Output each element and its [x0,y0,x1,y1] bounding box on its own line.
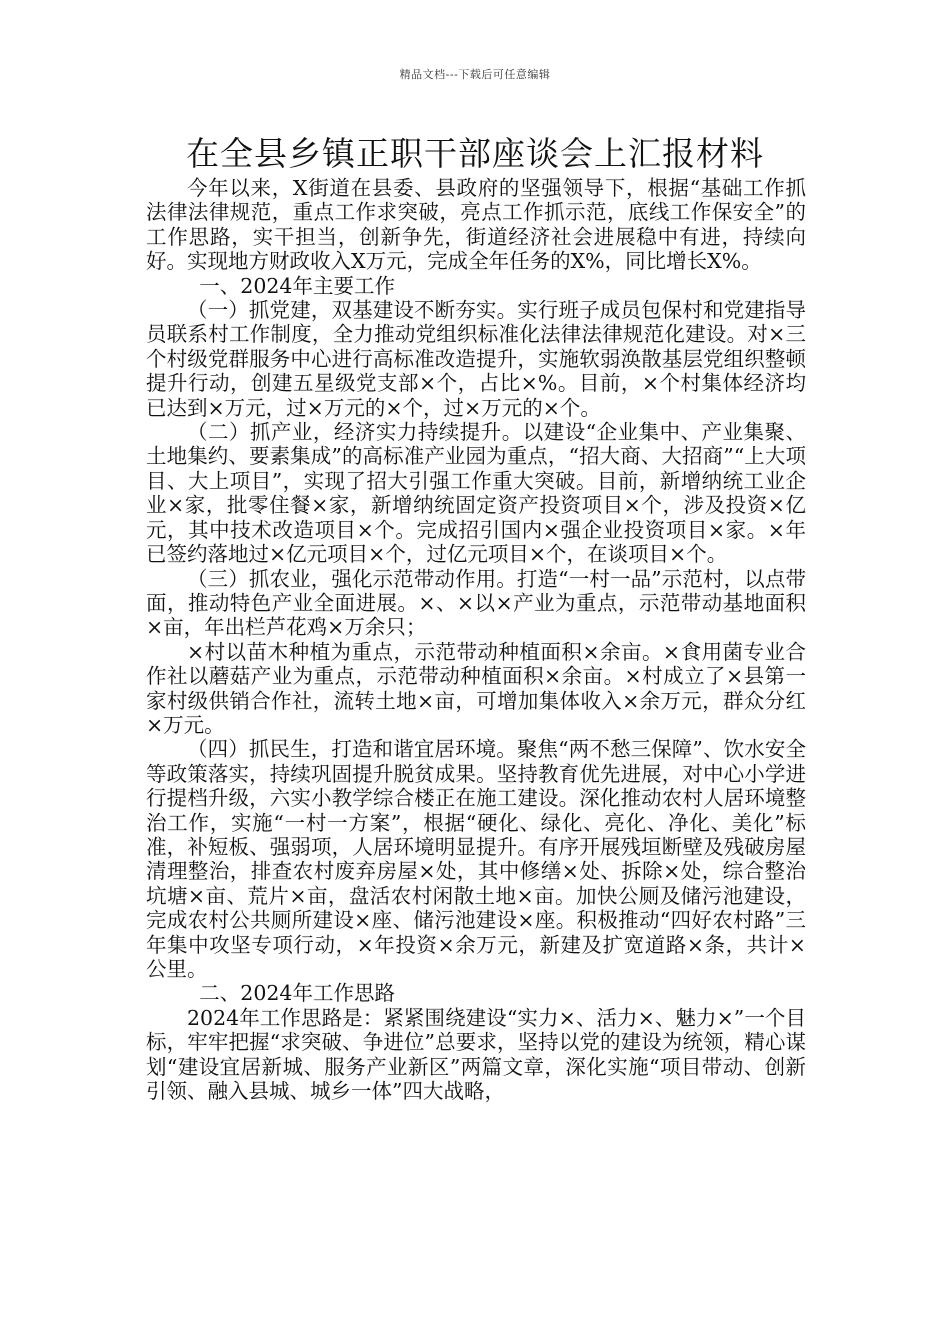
paragraph-agriculture: （三）抓农业，强化示范带动作用。打造“一村一品”示范村，以点带面，推动特色产业全面进展。×、×以×产业为重点，示范带动基地面积×亩，年出栏芦花鸡×万余只； [146,566,806,640]
section-heading-1: 一、2024年主要工作 [199,273,395,298]
document-body [146,176,806,1103]
paragraph-agriculture-continued: ×村以苗木种植为重点，示范带动种植面积×余亩。×食用菌专业合作社以蘑菇产业为重点，示范带动种植面积×余亩。×村成立了×县第一家村级供销合作社，流转土地×亩，可增加集体收入×余万元，群众分红×万元。 [146,639,806,737]
paragraph-party-building: （一）抓党建，双基建设不断夯实。实行班子成员包保村和党建指导员联系村工作制度，全力推动党组织标准化法律法律规范化建设。对×三个村级党群服务中心进行高标准改造提升，实施软弱涣散基层党组织整顿提升行动，创建五星级党支部×个，占比×%。目前，×个村集体经济均已达到×万元，过×万元的×个，过×万元的×个。 [146,298,806,420]
paragraph-work-plan: 2024年工作思路是：紧紧围绕建设“实力×、活力×、魅力×”一个目标，牢牢把握“求突破、争进位”总要求，坚持以党的建设为统领，精心谋划“建设宜居新城、服务产业新区”两篇文章，深化实施“项目带动、创新引领、融入县城、城乡一体”四大战略， [146,1005,806,1104]
paragraph-industry: （二）抓产业，经济实力持续提升。以建设“企业集中、产业集聚、土地集约、要素集成”的高标准产业园为重点，“招大商、大招商”“上大项目、大上项目”，实现了招大引强工作重大突破。目前，新增纳统工业企业×家，批零住餐×家，新增纳统固定资产投资项目×个，涉及投资×亿元，其中技术改造项目×个。完成招引国内×强企业投资项目×家。×年已签约落地过×亿元项目×个，过亿元项目×个，在谈项目×个。 [146,420,806,567]
paragraph-livelihood: （四）抓民生，打造和谐宜居环境。聚焦“两不愁三保障”、饮水安全等政策落实，持续巩固提升脱贫成果。坚持教育优先进展，对中心小学进行提档升级，六实小教学综合楼正在施工建设。深化推动农村人居环境整治工作，实施“一村一方案”，根据“硬化、绿化、亮化、净化、美化”标准，补短板、强弱项，人居环境明显提升。有序开展残垣断壁及残破房屋清理整治，排查农村废弃房屋×处，其中修缮×处、拆除×处，综合整治坑塘×亩、荒片×亩，盘活农村闲散土地×亩。加快公厕及储污池建设，完成农村公共厕所建设×座、储污池建设×座。积极推动“四好农村路”三年集中攻坚专项行动，×年投资×余万元，新建及扩宽道路×条，共计×公里。 [146,737,806,981]
section-heading-2: 二、2024年工作思路 [199,981,395,1006]
header-note: 精品文档---下载后可任意编辑 [399,68,551,81]
paragraph-intro: 今年以来，X街道在县委、县政府的坚强领导下，根据“基础工作抓法律法律规范，重点工作求突破，亮点工作抓示范，底线工作保安全”的工作思路，实干担当，创新争先，街道经济社会进展稳中有进，持续向好。实现地方财政收入X万元，完成全年任务的X%，同比增长X%。 [146,176,806,274]
document-title: 在全县乡镇正职干部座谈会上汇报材料 [186,134,764,173]
